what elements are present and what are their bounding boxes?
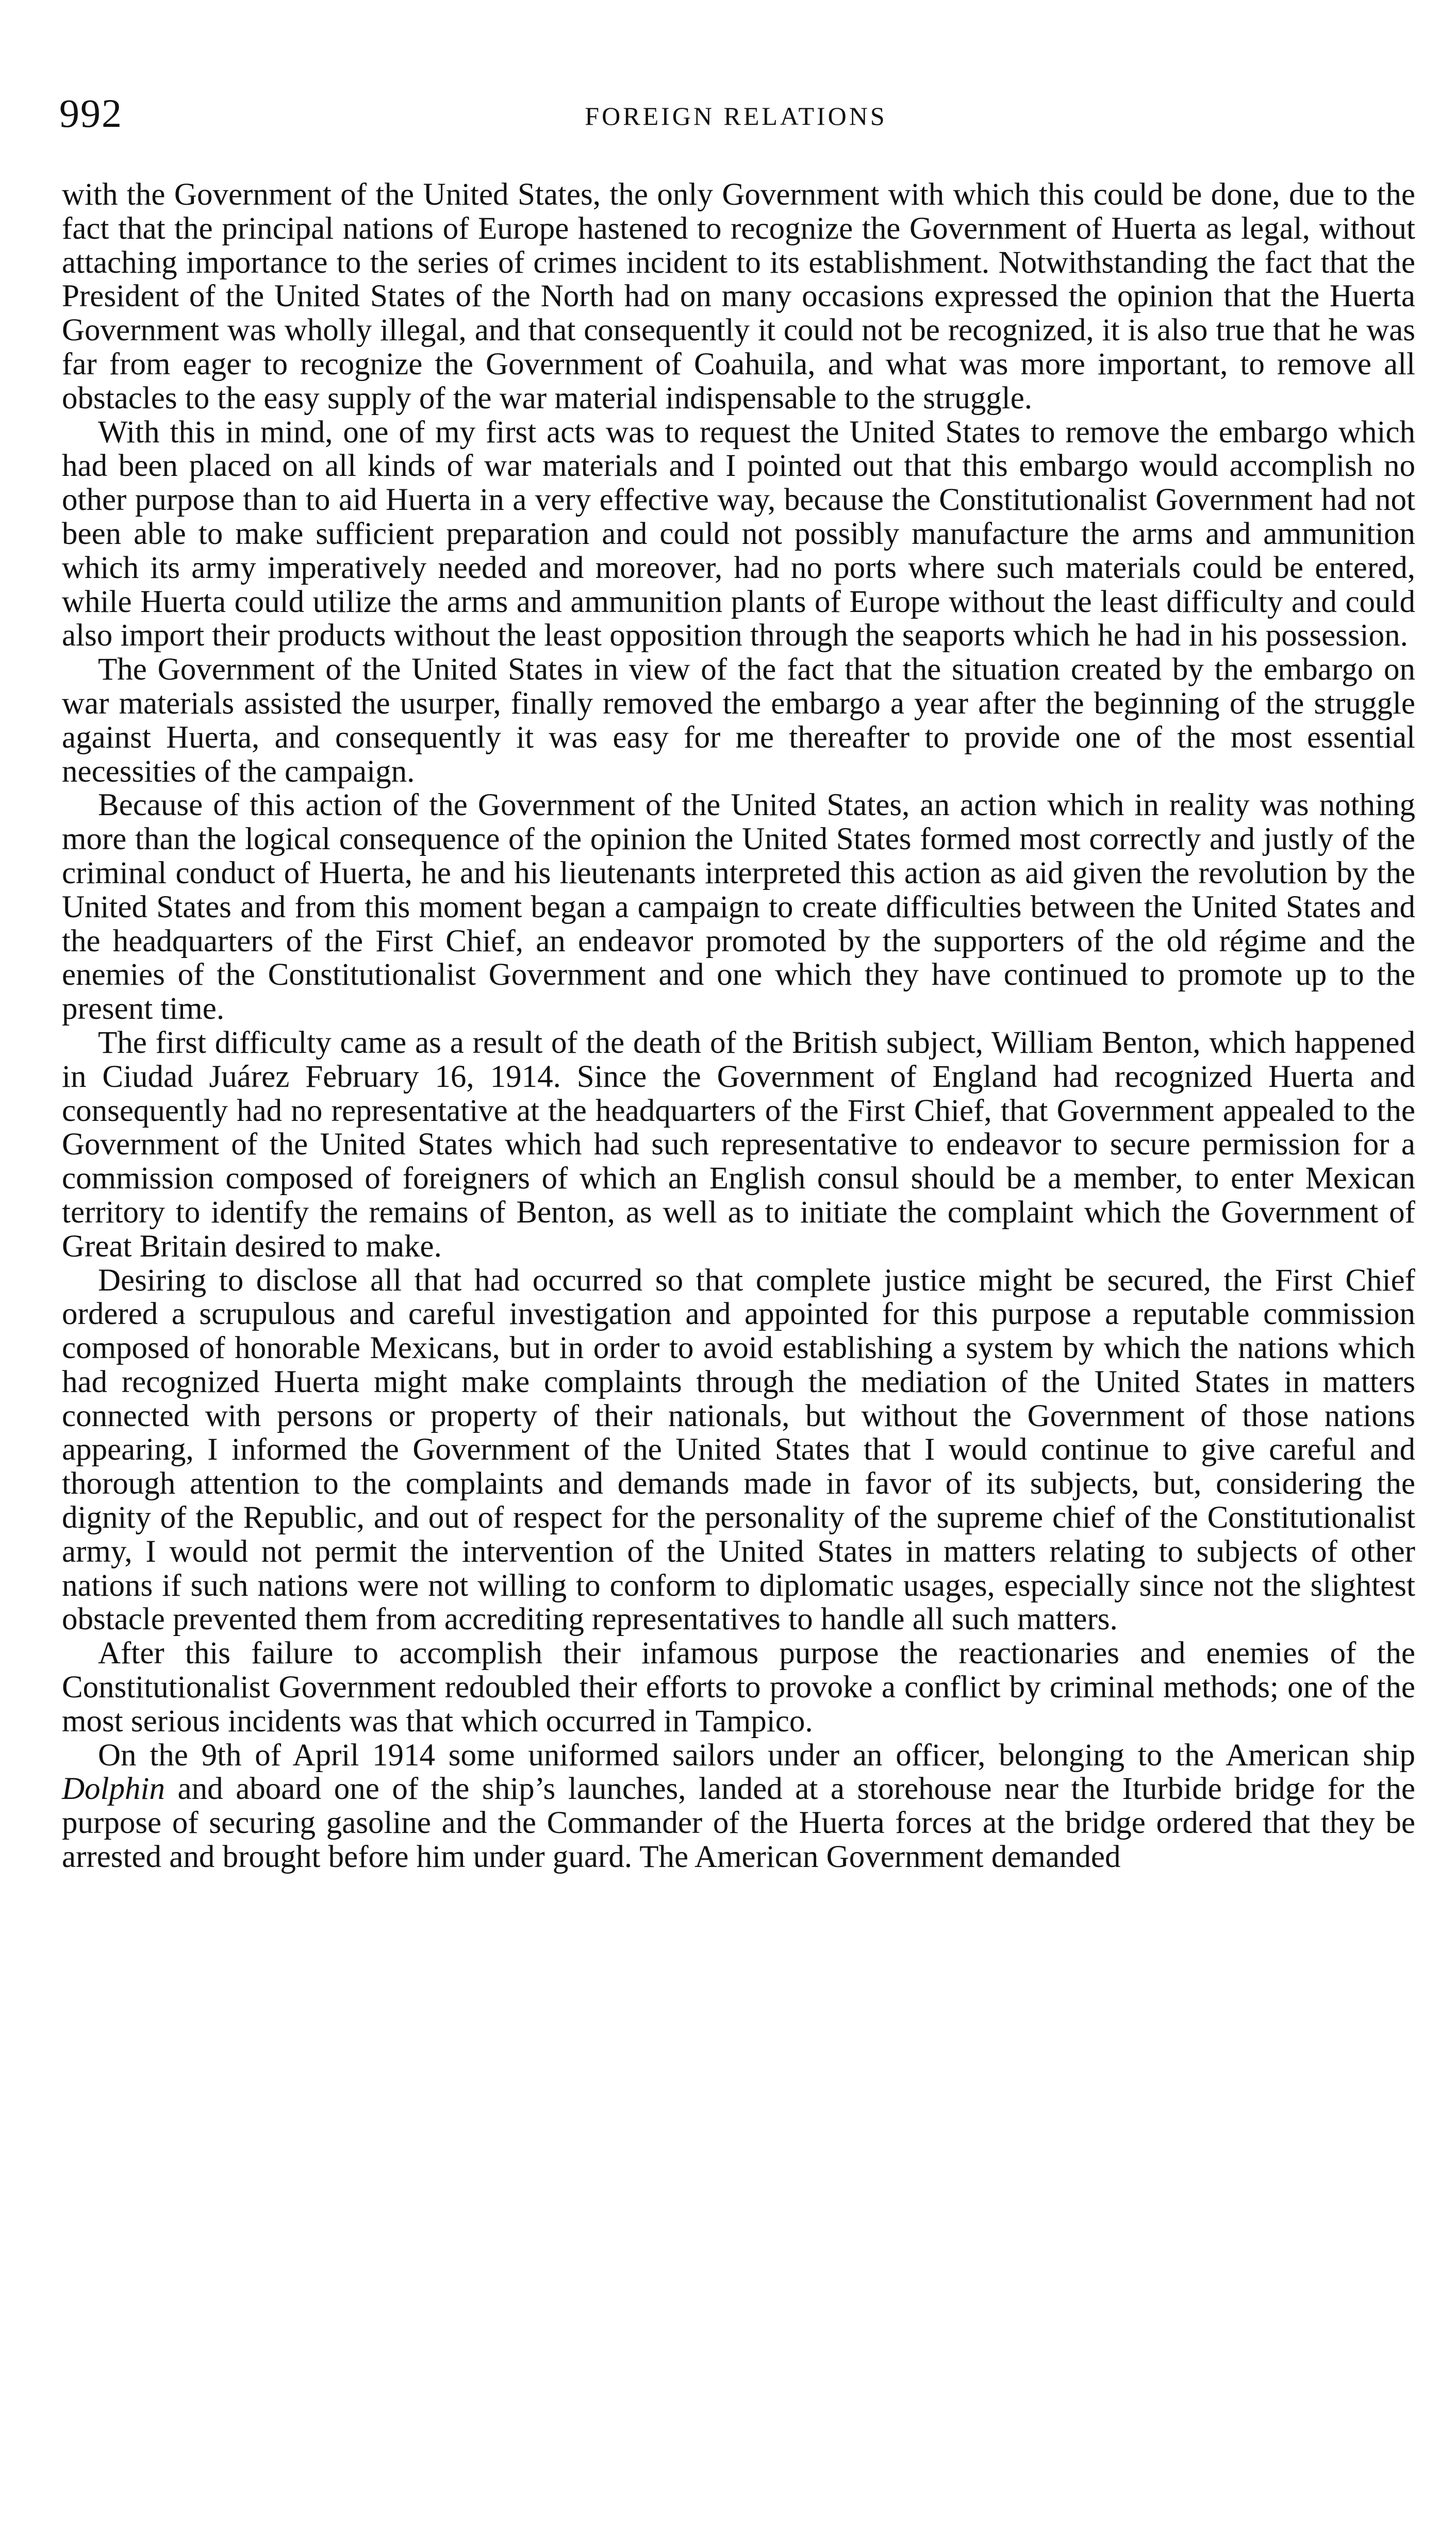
- paragraph-tampico-incident: [62, 1739, 1415, 1874]
- paragraph-embargo-removed: The Government of the United States in view of the fact that the situation created by the embargo on war materials assisted the usurper, finally removed the embargo a year after the beginning of the struggle against Huerta, and consequently it was easy for me thereafter to provide one of the most essential necessities of the campaign.: [62, 652, 1415, 789]
- body-text: [62, 178, 1415, 1874]
- ship-name: Dolphin: [62, 1772, 165, 1807]
- paragraph-tampico-intro: After this failure to accomplish their infamous purpose the reactionaries and enemies of the Constitutionalist Government redoubled their efforts to provoke a conflict by criminal methods; one of the most serious incidents was that which occurred in Tampico.: [62, 1636, 1415, 1739]
- page-number: 992: [59, 91, 123, 136]
- page-header: [59, 88, 1413, 139]
- running-head: FOREIGN RELATIONS: [585, 102, 887, 130]
- paragraph-investigation: Desiring to disclose all that had occurred so that complete justice might be secured, the First Chief ordered a scrupulous and careful investigation and appointed for this purpose a reputable commission composed of honorable Mexicans, but in order to avoid establishing a system by which the nations which had recognized Huerta might make complaints through the mediation of the United States in matters connected with persons or property of their nationals, but without the Government of those nations appearing, I informed the Government of the United States that I would continue to give careful and thorough attention to the complaints and demands made in favor of its subjects, but, considering the dignity of the Republic, and out of respect for the personality of the supreme chief of the Constitutionalist army, I would not permit the intervention of the United States in matters relating to subjects of other nations if such nations were not willing to conform to diplomatic usages, especially since not the slightest obstacle prevented them from accrediting representatives to handle all such matters.: [62, 1263, 1415, 1637]
- paragraph-campaign-difficulties: Because of this action of the Government of the United States, an action which in reality was nothing more than the logical consequence of the opinion the United States formed most correctly and justly of the criminal conduct of Huerta, he and his lieutenants interpreted this action as aid given the revolution by the United States and from this moment began a campaign to create difficulties between the United States and the headquarters of the First Chief, an endeavor promoted by the supporters of the old régime and the enemies of the Constitutionalist Government and one which they have continued to promote up to the present time.: [62, 788, 1415, 1027]
- paragraph-benton-death: The first difficulty came as a result of the death of the British subject, William Benton, which happened in Ciudad Juárez February 16, 1914. Since the Government of England had recognized Huerta and consequently had no representative at the headquarters of the First Chief, that Government appealed to the Government of the United States which had such representative to endeavor to secure permission for a commission composed of foreigners of which an English consul should be a member, to enter Mexican territory to identify the remains of Benton, as well as to initiate the complaint which the Government of Great Britain desired to make.: [62, 1025, 1415, 1264]
- tampico-text-after: and aboard one of the ship’s launches, landed at a storehouse near the Iturbide bridge for the purpose of securing gasoline and the Commander of the Huerta forces at the bridge ordered that they be arrested and brought before him under guard. The American Government demanded: [62, 1772, 1415, 1875]
- tampico-text-before: On the 9th of April 1914 some uniformed sailors under an officer, belonging to the American ship: [98, 1738, 1415, 1773]
- paragraph-embargo-request: With this in mind, one of my first acts was to request the United States to remove the embargo which had been placed on all kinds of war materials and I pointed out that this embargo would accomplish no other purpose than to aid Huerta in a very effective way, because the Constitutionalist Government had not been able to make sufficient preparation and could not possibly manufacture the arms and ammunition which its army imperatively needed and moreover, had no ports where such materials could be entered, while Huerta could utilize the arms and ammunition plants of Europe without the least difficulty and could also import their products without the least opposition through the seaports which he had in his possession.: [62, 415, 1415, 653]
- paragraph-continuation: with the Government of the United States, the only Government with which this could be done, due to the fact that the principal nations of Europe hastened to recognize the Government of Huerta as legal, without attaching importance to the series of crimes incident to its establishment. Notwithstanding the fact that the President of the United States of the North had on many occasions expressed the opinion that the Huerta Government was wholly illegal, and that consequently it could not be recognized, it is also true that he was far from eager to recognize the Government of Coahuila, and what was more important, to remove all obstacles to the easy supply of the war material indispensable to the struggle.: [62, 177, 1415, 416]
